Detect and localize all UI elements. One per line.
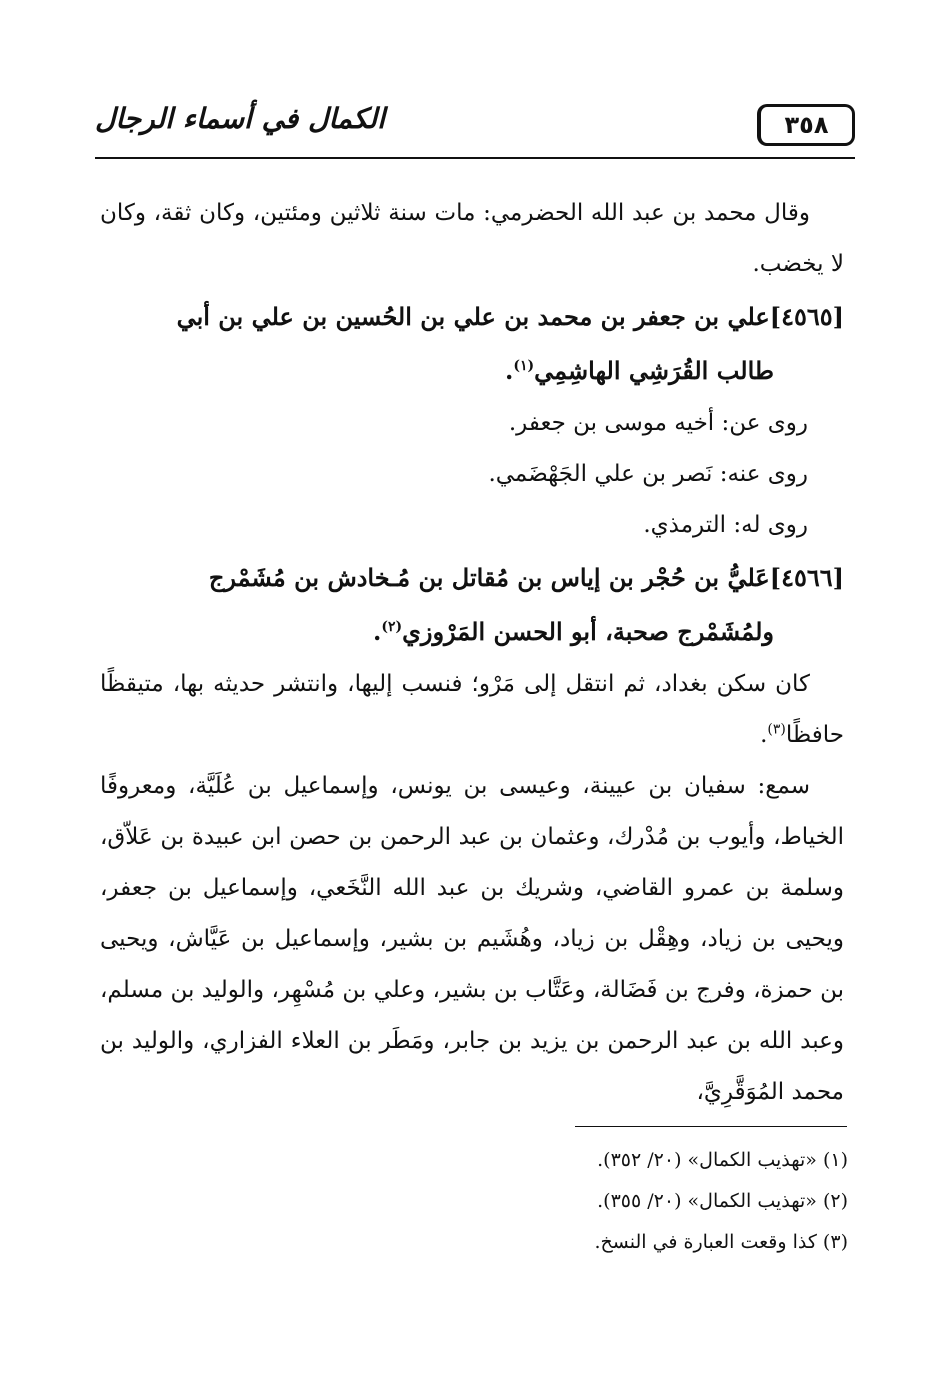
paragraph: وقال محمد بن عبد الله الحضرمي: مات سنة ثلاثين ومئتين، وكان ثقة، وكان لا يخضب.: [100, 200, 844, 277]
footnote-ref: (٢): [381, 619, 403, 635]
main-text: [100, 188, 844, 1118]
header-divider: [95, 157, 855, 159]
footnote: (٣) كذا وقعت العبارة في النسخ.: [594, 1231, 848, 1253]
entry-name-line2: طالب القُرَشِي الهاشِمِي: [534, 356, 774, 385]
footnote: (١) «تهذيب الكمال» (٢٠/ ٣٥٢).: [597, 1149, 848, 1171]
entry-name-line2: ولمُشَمْرج صحبة، أبو الحسن المَرْوزي: [402, 617, 774, 646]
narrated-from: روى عن: أخيه موسى بن جعفر.: [508, 410, 808, 436]
footnote-ref: (١): [513, 358, 535, 374]
entry-number: [٤٥٦٥]: [769, 302, 844, 331]
reported-by: روى له: الترمذي.: [643, 512, 808, 538]
page-header: [95, 96, 855, 158]
page-number: ٣٥٨: [757, 104, 855, 146]
entry-heading: [٤٥٦٥]علي بن جعفر بن محمد بن علي بن الحُسين بن علي بن أبي طالب القُرَشِي الهاشِمِي$^{(١)}$.: [176, 302, 844, 385]
narrated-by: روى عنه: نَصر بن علي الجَهْضَمي.: [488, 461, 808, 487]
paragraph: سمع: سفيان بن عيينة، وعيسى بن يونس، وإسماعيل بن عُلَيَّة، ومعروفًا الخياط، وأيوب بن مُدْرك، وعثمان بن عبد الرحمن بن حصن ابن عبيدة بن عَلاّق، وسلمة بن عمرو القاضي، وشريك بن عبد الله النَّخَعي، وإسماعيل بن جعفر، ويحيى بن زياد، وهِقْل بن زياد، وهُشَيم بن بشير، وإسماعيل بن عَيَّاش، ويحيى بن حمزة، وفرج بن فَضَالة، وعَتَّاب بن بشير، وعلي بن مُسْهِر، والوليد بن مسلم، وعبد الله بن عبد الرحمن بن يزيد بن جابر، ومَطَر بن العلاء الفزاري، والوليد بن محمد المُوَقَّرِيَّ،: [100, 773, 844, 1105]
footnote-divider: [575, 1126, 847, 1127]
paragraph: كان سكن بغداد، ثم انتقل إلى مَرْو؛ فنسب إليها، وانتشر حديثه بها، متيقظًا حافظًا$^{(٣)}$.: [100, 671, 844, 748]
entry-number: [٤٥٦٦]: [769, 563, 844, 592]
entry-name-line1: عَليُّ بن حُجْر بن إياس بن مُقاتل بن مُـخادش بن مُشَمْرج: [208, 563, 770, 592]
footnotes: [100, 1140, 848, 1263]
entry-heading: [٤٥٦٦]عَليُّ بن حُجْر بن إياس بن مُقاتل بن مُـخادش بن مُشَمْرج ولمُشَمْرج صحبة، أبو الحسن المَرْوزي$^{(٢)}$.: [208, 563, 844, 646]
footnote: (٢) «تهذيب الكمال» (٢٠/ ٣٥٥).: [597, 1190, 848, 1212]
book-title: الكمال في أسماء الرجال: [95, 102, 385, 135]
footnote-ref: (٣): [767, 721, 786, 738]
entry-name-line1: علي بن جعفر بن محمد بن علي بن الحُسين بن علي بن أبي: [176, 302, 770, 331]
